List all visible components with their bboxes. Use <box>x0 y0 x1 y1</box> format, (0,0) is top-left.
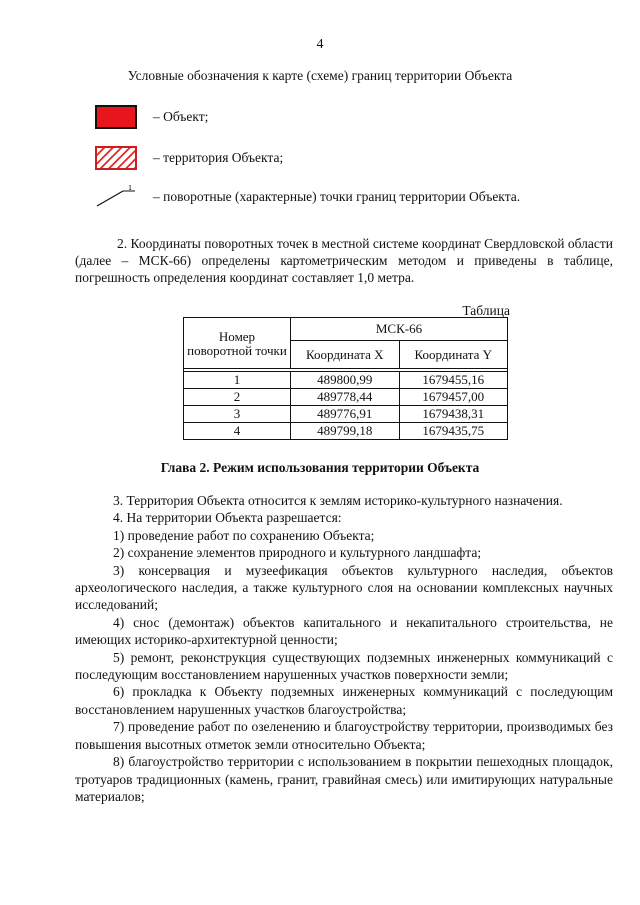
legend-title: Условные обозначения к карте (схеме) границ территории Объекта <box>127 68 513 83</box>
coordinates-table <box>183 317 508 440</box>
body-paragraph: 5) ремонт, реконструкция существующих подземных инженерных коммуникаций с последующим восстановлением нарушенных участков поверхности земли; <box>75 649 613 683</box>
table-row <box>184 372 508 389</box>
body-paragraph: 3) консервация и музеефикация объектов культурного наследия, объектов археологического наследия, а также культурного слоя на основании комплексных научных исследований; <box>75 562 613 613</box>
body-text <box>75 492 613 805</box>
cell-point-number: 2 <box>184 389 291 406</box>
cell-point-number: 3 <box>184 406 291 423</box>
turning-point-marker: 1 <box>128 185 132 192</box>
header-y: Координата Y <box>399 341 508 369</box>
body-paragraph: 1) проведение работ по сохранению Объекта; <box>113 527 375 543</box>
page-number: 4 <box>316 37 324 52</box>
legend-item-object <box>95 104 208 130</box>
cell-y: 1679457,00 <box>399 389 508 406</box>
turning-point-icon <box>95 185 137 209</box>
table-label: Таблица <box>462 303 510 318</box>
cell-x: 489778,44 <box>291 389 400 406</box>
cell-y: 1679435,75 <box>399 423 508 440</box>
header-system: МСК-66 <box>291 318 508 341</box>
cell-x: 489776,91 <box>291 406 400 423</box>
body-paragraph: 8) благоустройство территории с использованием в покрытии пешеходных площадок, тротуаров традиционных (камень, гранит, гравийная смесь) или имитирующих натуральные материалов; <box>75 754 613 804</box>
header-point-number: Номер поворотной точки <box>184 318 291 369</box>
coords-paragraph: 2. Координаты поворотных точек в местной системе координат Свердловской области (далее – МСК-66) определены картометрическим методом и приведены в таблице, погрешность определения координат составляет 1,0 метра. <box>75 236 613 286</box>
body-paragraph: 4) снос (демонтаж) объектов капитального и некапитального строительства, не имеющих историко-архитектурной ценности; <box>75 614 613 648</box>
table-row <box>184 406 508 423</box>
body-paragraph: 3. Территория Объекта относится к землям историко-культурного назначения. <box>113 493 563 508</box>
legend-item-territory <box>95 145 283 171</box>
legend-item-label: – Объект; <box>153 109 209 124</box>
body-paragraph: 2) сохранение элементов природного и культурного ландшафта; <box>113 545 482 561</box>
cell-y: 1679438,31 <box>399 406 508 423</box>
cell-x: 489800,99 <box>291 372 400 389</box>
cell-point-number: 4 <box>184 423 291 440</box>
table-row <box>184 423 508 440</box>
legend-item-turning-points <box>95 184 520 210</box>
cell-point-number: 1 <box>184 372 291 389</box>
body-paragraph: 6) прокладка к Объекту подземных инженерных коммуникаций с последующим восстановлением нарушенных участков благоустройства; <box>75 684 613 717</box>
cell-x: 489799,18 <box>291 423 400 440</box>
legend-item-label: – территория Объекта; <box>153 150 284 165</box>
chapter-title: Глава 2. Режим использования территории Объекта <box>160 460 480 475</box>
body-paragraph: 4. На территории Объекта разрешается: <box>113 510 342 526</box>
cell-y: 1679455,16 <box>399 372 508 389</box>
legend-item-label: – поворотные (характерные) точки границ территории Объекта. <box>153 189 521 204</box>
table-row <box>184 389 508 406</box>
body-paragraph: 7) проведение работ по озеленению и благоустройству территории, производимых без повышения высотных отметок земли относительно Объекта; <box>75 719 613 752</box>
table-header-row <box>184 318 508 341</box>
red-hatched-square-icon <box>95 146 137 170</box>
header-x: Координата X <box>291 341 400 369</box>
red-filled-square-icon <box>95 105 137 129</box>
